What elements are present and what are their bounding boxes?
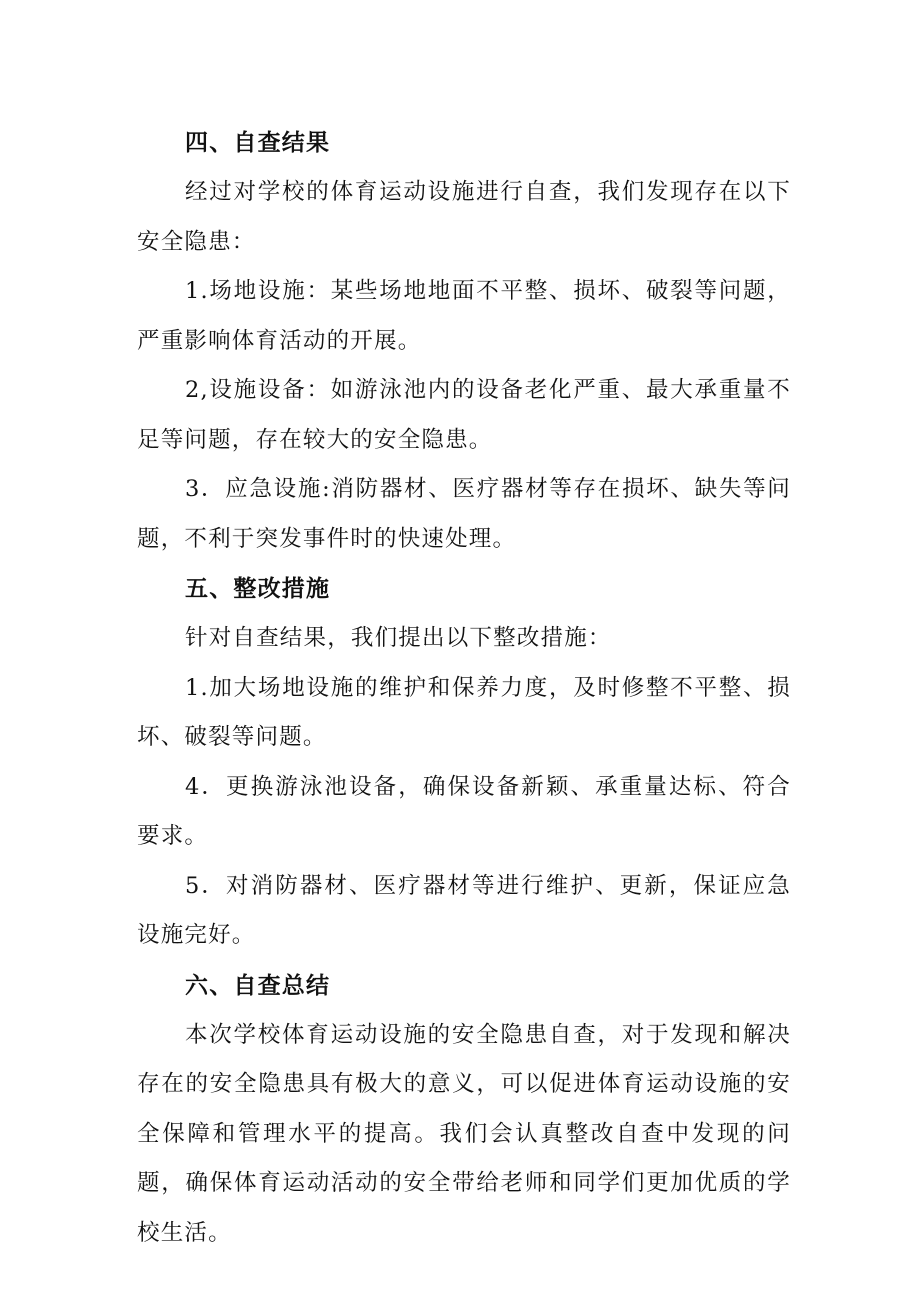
paragraph-venue-facilities: 1.场地设施：某些场地地面不平整、损坏、破裂等问题，严重影响体育活动的开展。 <box>137 278 791 354</box>
paragraph-measure-fire-medical: 5．对消防器材、医疗器材等进行维护、更新，保证应急设施完好。 <box>137 872 791 948</box>
paragraph-emergency-facilities: 3．应急设施:消防器材、医疗器材等存在损坏、缺失等问题，不利于突发事件时的快速处理。 <box>137 476 791 552</box>
paragraph-measure-pool-equipment: 4．更换游泳池设备，确保设备新颖、承重量达标、符合要求。 <box>137 773 791 849</box>
section-heading-rectification-measures: 五、整改措施 <box>185 576 331 602</box>
paragraph-measures-intro: 针对自查结果，我们提出以下整改措施： <box>185 625 612 651</box>
paragraph-summary: 本次学校体育运动设施的安全隐患自查，对于发现和解决存在的安全隐患具有极大的意义，可以促进体育运动设施的安全保障和管理水平的提高。我们会认真整改自查中发现的问题，确保体育运动活动的安全带给老师和同学们更加优质的学校生活。 <box>137 1021 791 1246</box>
section-heading-self-check-results: 四、自查结果 <box>185 130 331 156</box>
paragraph-intro-hazards: 经过对学校的体育运动设施进行自查，我们发现存在以下安全隐患： <box>137 179 791 255</box>
paragraph-measure-venue-maintenance: 1.加大场地设施的维护和保养力度，及时修整不平整、损坏、破裂等问题。 <box>137 674 791 750</box>
paragraph-equipment: 2,设施设备：如游泳池内的设备老化严重、最大承重量不足等问题，存在较大的安全隐患。 <box>137 377 791 453</box>
section-heading-self-check-summary: 六、自查总结 <box>185 972 331 999</box>
document-page <box>137 118 791 1258</box>
